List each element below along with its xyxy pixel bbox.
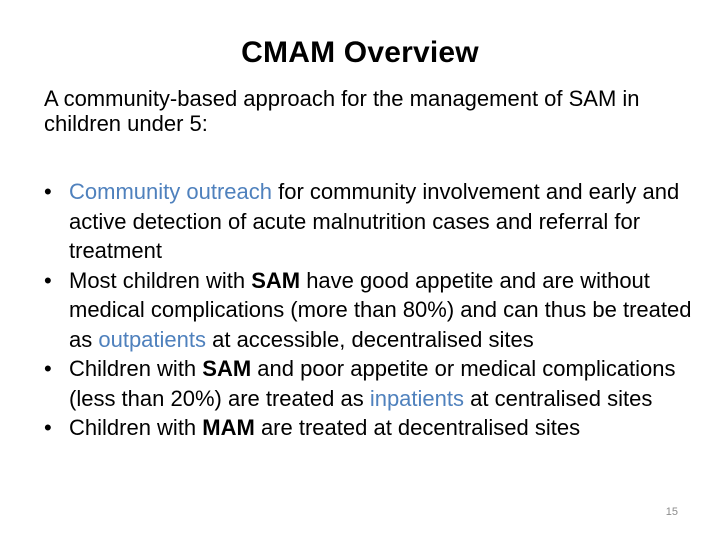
bullet-icon: • xyxy=(44,179,52,204)
bullet-text-suffix: at accessible, decentralised sites xyxy=(206,326,534,352)
bullet-text-prefix: Children with xyxy=(69,415,203,440)
bullet-item-outpatients xyxy=(44,266,694,355)
bullet-list xyxy=(44,177,694,443)
bullet-item-community-outreach xyxy=(44,177,694,266)
highlight-community-outreach: Community outreach xyxy=(69,179,272,204)
intro-text: A community-based approach for the management of SAM in children under 5: xyxy=(44,86,640,136)
bullet-item-inpatients xyxy=(44,354,694,413)
bullet-text-middle: have good appetite and are without medical complications (more than 80%) and can thus be treated as xyxy=(69,267,692,352)
bullet-text-suffix: are treated at decentralised sites xyxy=(254,415,581,440)
bullet-text-middle: and poor appetite or medical complications (less than 20%) are treated as xyxy=(69,356,676,411)
bullet-item-mam xyxy=(44,413,694,443)
bullet-text-suffix: at centralised sites xyxy=(464,385,653,411)
highlight-outpatients: outpatients xyxy=(98,326,206,352)
bullet-icon: • xyxy=(44,267,52,293)
bold-term-sam: SAM xyxy=(202,356,252,381)
slide-title: CMAM Overview xyxy=(241,36,479,69)
page-number: 15 xyxy=(665,506,678,518)
bold-term-mam: MAM xyxy=(202,415,255,440)
bullet-text-prefix: Children with xyxy=(69,356,203,381)
bullet-icon: • xyxy=(44,356,52,381)
highlight-inpatients: inpatients xyxy=(369,385,465,411)
bullet-text-prefix: Most children with xyxy=(69,267,252,293)
bold-term-sam: SAM xyxy=(251,267,301,293)
bullet-icon: • xyxy=(44,415,52,440)
bullet-text: for community involvement and early and active detection of acute malnutrition cases and referral for treatment xyxy=(69,179,680,263)
